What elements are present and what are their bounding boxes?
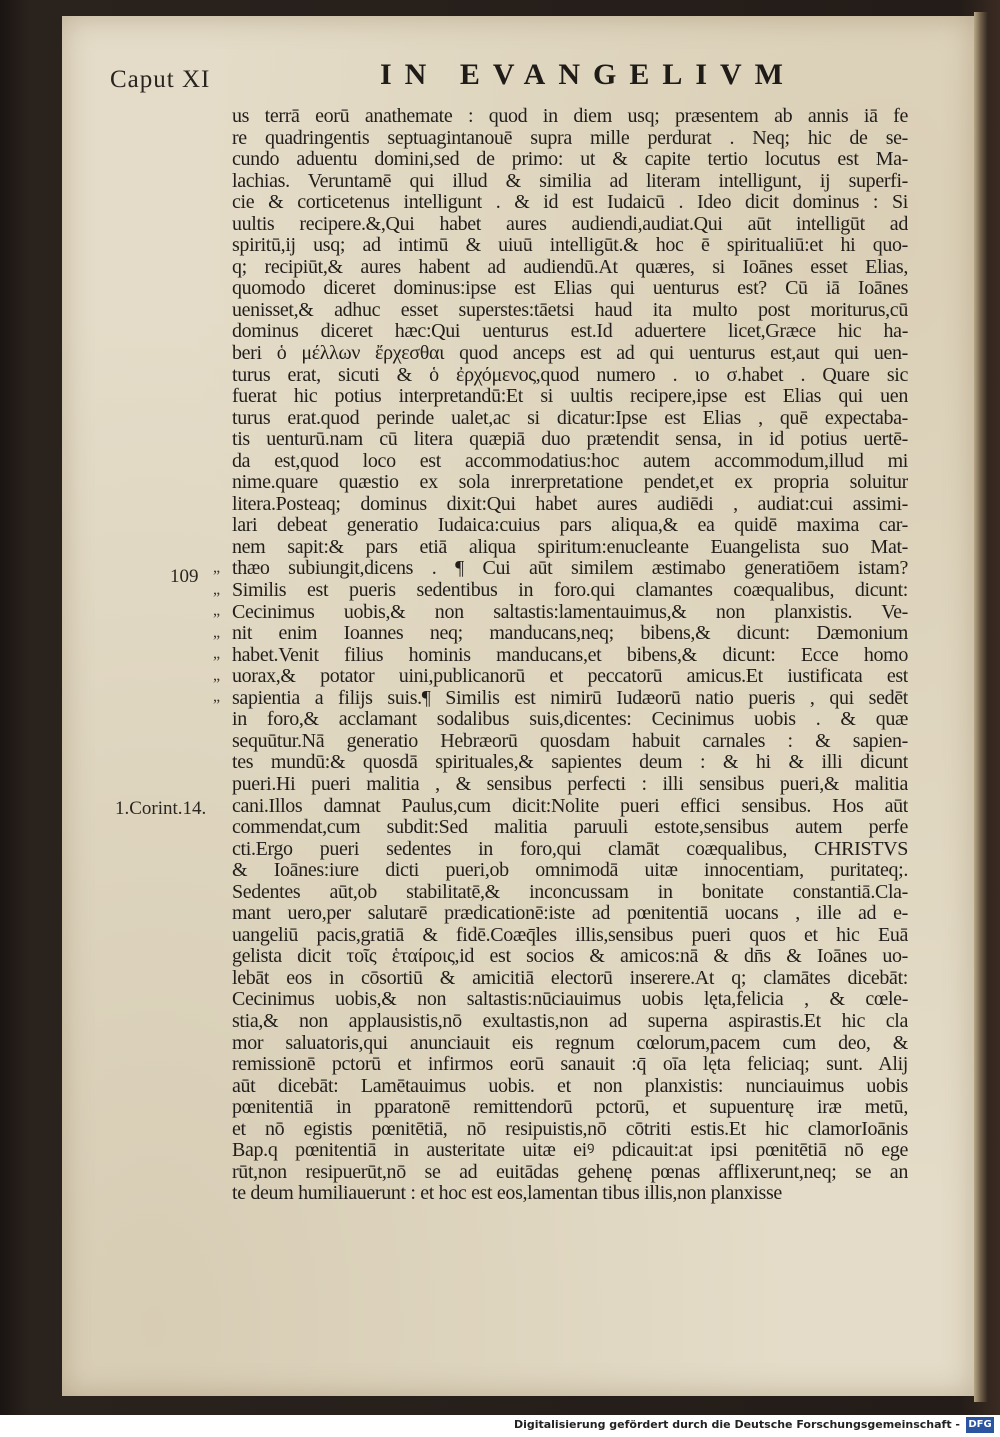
text-line: lachias. Veruntamē qui illud & similia ad literam intelligunt, ij superfi- — [232, 170, 908, 192]
text-line: et nō egistis pœnitētiā, nō resipuistis,nō cōtriti estis.Et hic clamorIoānis — [232, 1118, 908, 1140]
verse-number: 109 — [170, 566, 199, 587]
text-line: Sedentes aūt,ob stabilitatē,& inconcussam in bonitate constantiā.Cla- — [232, 881, 908, 903]
quote-mark: ” — [213, 633, 221, 650]
text-line: cie & corticetenus intelligunt . & id est Iudaicū . Ideo dicit dominus : Si — [232, 192, 908, 214]
quote-mark: ” — [213, 611, 221, 628]
text-line: thæo subiungit,dicens . ¶ Cui aūt similem æstimabo generatiōem istam? — [232, 558, 908, 580]
dfg-logo: DFG — [966, 1417, 994, 1433]
text-line: da est,quod loco est accommodatius:hoc autem accommodum,illud mi — [232, 450, 908, 472]
text-line: nem sapit:& pars etiā aliqua spiritum:enucleante Euangelista suo Mat- — [232, 536, 908, 558]
text-line: te deum humiliauerunt : et hoc est eos,lamentan tibus illis,non planxisse — [232, 1183, 782, 1205]
text-line: turus erat.quod perinde ualet,ac si dicatur:Ipse est Elias , quē expectaba- — [232, 407, 908, 429]
text-line: uorax,& potator uini,publicanorū et peccatorū amicus.Et iustificata est — [232, 666, 908, 688]
text-line: Cecinimus uobis,& non saltastis:lamentauimus,& non planxistis. Ve- — [232, 601, 908, 623]
text-line: lari debeat generatio Iudaica:cuius pars aliqua,& ea quidē maxima car- — [232, 515, 908, 537]
text-line: tes mundū:& quosdā spirituales,& sapientes deum : & hi & illi dicunt — [232, 752, 908, 774]
text-line: mor saluatoris,qui anunciauit eis regnum cœlorum,pacem cum deo, & — [232, 1032, 908, 1054]
text-line: aūt dicebāt: Lamētauimus uobis. et non planxistis: nunciauimus uobis — [232, 1075, 908, 1097]
text-line: Similis est pueris sedentibus in foro.qui clamantes coæqualibus, dicunt: — [232, 580, 908, 602]
footer-bar — [0, 1415, 1000, 1437]
text-line: stia,& non applausistis,nō exultastis,non ad superna aspirastis.Et hic cla — [232, 1010, 908, 1032]
text-line: rūt,non resipuerūt,nō se ad euitādas gehenę pœnas afflixerunt,neq; se an — [232, 1161, 908, 1183]
text-line: gelista dicit τοῖς ἑταίροις,id est socios & amicos:nā & dn̄s & Ioānes uo- — [232, 946, 908, 968]
quote-mark: ” — [213, 676, 221, 693]
text-line: sapientia a filijs suis.¶ Similis est nimirū Iudæorū natio pueris , qui sedēt — [232, 687, 908, 709]
quote-mark: ” — [213, 654, 221, 671]
text-line: pœnitentiā in pparatonē remittendorū pctorū, et supuenturę iræ metū, — [232, 1097, 908, 1119]
text-line: in foro,& acclamant sodalibus suis,dicentes: Cecinimus uobis . & quæ — [232, 709, 908, 731]
text-line: q; recipiūt,& aures habent ad audiendū.At quæres, si Ioānes esset Elias, — [232, 256, 908, 278]
text-line: uenisset,& adhuc esset superstes:tāetsi haud ita multo post moriturus,cū — [232, 299, 908, 321]
text-line: dominus diceret hæc:Qui uenturus est.Id aduertere licet,Græce hic ha- — [232, 321, 908, 343]
text-line: beri ὁ μέλλων ἔρχεσθαι quod anceps est ad qui uenturus est,aut qui uen- — [232, 343, 908, 365]
quote-mark: ” — [213, 697, 221, 714]
quote-mark: ” — [213, 568, 221, 585]
margin-reference: 1.Corint.14. — [115, 798, 207, 819]
text-line: cti.Ergo pueri sedentes in foro,qui clamāt coæqualibus, CHRISTVS — [232, 838, 908, 860]
digitization-credit: Digitalisierung gefördert durch die Deutsche Forschungsgemeinschaft - — [513, 1418, 960, 1431]
text-line: sequūtur.Nā generatio Hebræorū quosdam habuit carnales : & sapien- — [232, 730, 908, 752]
body-text — [232, 106, 908, 1205]
text-line: uultis recipere.&,Qui habet aures audiendi,audiat.Qui aūt intelligūt ad — [232, 213, 908, 235]
text-line: turus erat, sicuti & ὁ ἐρχόμενος,quod numero . ιο σ.habet . Quare sic — [232, 364, 908, 386]
text-line: fuerat hic potius interpretandū:Et si uultis recipere,ipse est Elias qui uen — [232, 386, 908, 408]
running-title: IN EVANGELIVM — [380, 58, 796, 91]
text-line: commendat,cum subdit:Sed malitia paruuli estote,sensibus autem perfe — [232, 817, 908, 839]
text-line: Bap.q pœnitentiā in austeritate uitæ eiꝰ pdicauit:at ipsi pœnitētiā nō ege — [232, 1140, 908, 1162]
text-line: uangeliū pacis,gratiā & fidē.Coæq̄les illis,sensibus pueri quos et hic Euā — [232, 924, 908, 946]
text-line: us terrā eorū anathemate : quod in diem usq; præsentem ab annis iā fe — [232, 106, 908, 127]
chapter-label: Caput XI — [110, 66, 211, 93]
text-line: remissionē pctorū et infirmos eorū sanauit :q̄ oīa lęta feliciaq; sunt. Alij — [232, 1054, 908, 1076]
page-edge — [974, 12, 988, 1402]
text-line: re quadringentis septuagintanouē supra mille perdurat . Neq; hic de se- — [232, 127, 908, 149]
text-line: nime.quare quæstio ex sola inrerpretatione pendet,et ex propria soluitur — [232, 472, 908, 494]
text-line: litera.Posteaq; dominus dixit:Qui habet aures audiēdi , audiat:cui assimi- — [232, 493, 908, 515]
text-line: tis uenturū.nam cū litera quæpiā duo prætendit sensa, in id potius uertē- — [232, 429, 908, 451]
text-line: Cecinimus uobis,& non saltastis:nūciauimus uobis lęta,felicia , & cœle- — [232, 989, 908, 1011]
text-line: quomodo diceret dominus:ipse est Elias qui uenturus est? Cū iā Ioānes — [232, 278, 908, 300]
text-line: lebāt eos in cōsortiū & amicitiā electorū inserere.At q; clamātes dicebāt: — [232, 967, 908, 989]
text-line: pueri.Hi pueri malitia , & sensibus perfecti : illi sensibus pueri,& malitia — [232, 773, 908, 795]
page-header — [110, 58, 1000, 98]
text-line: cundo aduentu domini,sed de primo: ut & capite tertio locutus est Ma- — [232, 149, 908, 171]
quote-mark: ” — [213, 590, 221, 607]
text-line: cani.Illos damnat Paulus,cum dicit:Nolite pueri effici sensibus. Hos aūt — [232, 795, 908, 817]
text-line: habet.Venit filius hominis manducans,et bibens,& dicunt: Ecce homo — [232, 644, 908, 666]
text-line: nit enim Ioannes neq; manducans,neq; bibens,& dicunt: Dæmonium — [232, 623, 908, 645]
text-line: & Ioānes:iure dicti pueri,ob omnimodā uitæ innocentiam, puritateq;. — [232, 860, 908, 882]
text-line: mant uero,per salutarē prædicationē:iste ad pœnitentiā uocans , ille ad e- — [232, 903, 908, 925]
text-line: spiritū,ij usq; ad intimū & uiuū intelligūt.& hoc ē spiritualiū:et hi quo- — [232, 235, 908, 257]
